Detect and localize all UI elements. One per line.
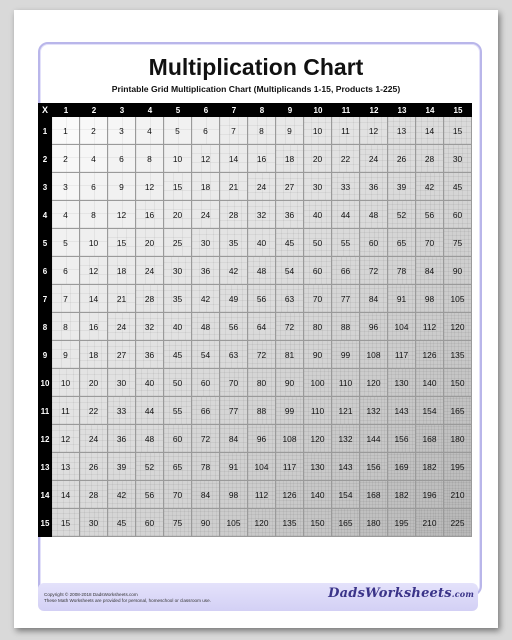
product-cell: 20 bbox=[164, 201, 192, 229]
product-cell: 150 bbox=[444, 369, 472, 397]
product-cell: 60 bbox=[164, 425, 192, 453]
product-cell: 30 bbox=[164, 257, 192, 285]
product-cell: 144 bbox=[360, 425, 388, 453]
product-cell: 72 bbox=[248, 341, 276, 369]
product-cell: 11 bbox=[52, 397, 80, 425]
product-cell: 14 bbox=[80, 285, 108, 313]
product-cell: 39 bbox=[108, 453, 136, 481]
product-cell: 27 bbox=[276, 173, 304, 201]
product-cell: 120 bbox=[248, 509, 276, 537]
multiplication-table bbox=[38, 103, 472, 537]
product-cell: 9 bbox=[276, 117, 304, 145]
product-cell: 36 bbox=[108, 425, 136, 453]
product-cell: 84 bbox=[360, 285, 388, 313]
product-cell: 32 bbox=[248, 201, 276, 229]
product-cell: 80 bbox=[304, 313, 332, 341]
product-cell: 26 bbox=[80, 453, 108, 481]
product-cell: 90 bbox=[192, 509, 220, 537]
product-cell: 4 bbox=[136, 117, 164, 145]
product-cell: 70 bbox=[416, 229, 444, 257]
product-cell: 70 bbox=[164, 481, 192, 509]
product-cell: 154 bbox=[416, 397, 444, 425]
product-cell: 98 bbox=[220, 481, 248, 509]
product-cell: 78 bbox=[388, 257, 416, 285]
product-cell: 30 bbox=[304, 173, 332, 201]
product-cell: 112 bbox=[416, 313, 444, 341]
product-cell: 130 bbox=[388, 369, 416, 397]
product-cell: 70 bbox=[220, 369, 248, 397]
product-cell: 48 bbox=[360, 201, 388, 229]
row-header: 7 bbox=[38, 285, 52, 313]
product-cell: 40 bbox=[304, 201, 332, 229]
product-cell: 156 bbox=[388, 425, 416, 453]
product-cell: 21 bbox=[108, 285, 136, 313]
product-cell: 55 bbox=[332, 229, 360, 257]
product-cell: 112 bbox=[248, 481, 276, 509]
product-cell: 52 bbox=[136, 453, 164, 481]
product-cell: 72 bbox=[276, 313, 304, 341]
product-cell: 6 bbox=[52, 257, 80, 285]
column-header: 1 bbox=[52, 103, 80, 117]
product-cell: 11 bbox=[332, 117, 360, 145]
product-cell: 120 bbox=[444, 313, 472, 341]
product-cell: 18 bbox=[108, 257, 136, 285]
product-cell: 108 bbox=[360, 341, 388, 369]
product-cell: 12 bbox=[52, 425, 80, 453]
product-cell: 24 bbox=[136, 257, 164, 285]
product-cell: 40 bbox=[136, 369, 164, 397]
product-cell: 195 bbox=[388, 509, 416, 537]
product-cell: 2 bbox=[52, 145, 80, 173]
product-cell: 15 bbox=[108, 229, 136, 257]
product-cell: 110 bbox=[304, 397, 332, 425]
product-cell: 25 bbox=[164, 229, 192, 257]
product-cell: 126 bbox=[416, 341, 444, 369]
product-cell: 14 bbox=[220, 145, 248, 173]
product-cell: 60 bbox=[304, 257, 332, 285]
product-cell: 168 bbox=[360, 481, 388, 509]
product-cell: 33 bbox=[332, 173, 360, 201]
product-cell: 72 bbox=[360, 257, 388, 285]
product-cell: 56 bbox=[248, 285, 276, 313]
product-cell: 28 bbox=[416, 145, 444, 173]
product-cell: 77 bbox=[220, 397, 248, 425]
product-cell: 50 bbox=[304, 229, 332, 257]
product-cell: 15 bbox=[164, 173, 192, 201]
product-cell: 56 bbox=[416, 201, 444, 229]
product-cell: 36 bbox=[276, 201, 304, 229]
product-cell: 65 bbox=[388, 229, 416, 257]
product-cell: 90 bbox=[304, 341, 332, 369]
product-cell: 78 bbox=[192, 453, 220, 481]
product-cell: 5 bbox=[164, 117, 192, 145]
product-cell: 14 bbox=[416, 117, 444, 145]
product-cell: 6 bbox=[192, 117, 220, 145]
product-cell: 210 bbox=[416, 509, 444, 537]
product-cell: 154 bbox=[332, 481, 360, 509]
product-cell: 2 bbox=[80, 117, 108, 145]
product-cell: 28 bbox=[220, 201, 248, 229]
product-cell: 48 bbox=[192, 313, 220, 341]
product-cell: 30 bbox=[192, 229, 220, 257]
product-cell: 3 bbox=[108, 117, 136, 145]
product-cell: 12 bbox=[360, 117, 388, 145]
product-cell: 99 bbox=[332, 341, 360, 369]
column-header: 9 bbox=[276, 103, 304, 117]
column-header: 14 bbox=[416, 103, 444, 117]
product-cell: 9 bbox=[52, 341, 80, 369]
product-cell: 7 bbox=[220, 117, 248, 145]
product-cell: 80 bbox=[248, 369, 276, 397]
product-cell: 42 bbox=[108, 481, 136, 509]
product-cell: 30 bbox=[444, 145, 472, 173]
column-header: 7 bbox=[220, 103, 248, 117]
product-cell: 40 bbox=[164, 313, 192, 341]
product-cell: 30 bbox=[80, 509, 108, 537]
copyright-text: Copyright © 2008-2018 DadsWorksheets.com bbox=[44, 592, 138, 597]
product-cell: 60 bbox=[136, 509, 164, 537]
product-cell: 18 bbox=[276, 145, 304, 173]
product-cell: 20 bbox=[136, 229, 164, 257]
product-cell: 60 bbox=[360, 229, 388, 257]
product-cell: 16 bbox=[80, 313, 108, 341]
product-cell: 110 bbox=[332, 369, 360, 397]
row-header: 10 bbox=[38, 369, 52, 397]
product-cell: 117 bbox=[276, 453, 304, 481]
product-cell: 30 bbox=[108, 369, 136, 397]
product-cell: 225 bbox=[444, 509, 472, 537]
product-cell: 1 bbox=[52, 117, 80, 145]
product-cell: 100 bbox=[304, 369, 332, 397]
product-cell: 28 bbox=[136, 285, 164, 313]
row-header: 9 bbox=[38, 341, 52, 369]
column-header: 15 bbox=[444, 103, 472, 117]
product-cell: 140 bbox=[416, 369, 444, 397]
product-cell: 44 bbox=[136, 397, 164, 425]
product-cell: 13 bbox=[52, 453, 80, 481]
product-cell: 50 bbox=[164, 369, 192, 397]
product-cell: 70 bbox=[304, 285, 332, 313]
product-cell: 35 bbox=[220, 229, 248, 257]
product-cell: 135 bbox=[276, 509, 304, 537]
product-cell: 98 bbox=[416, 285, 444, 313]
site-logo bbox=[328, 586, 474, 601]
product-cell: 96 bbox=[248, 425, 276, 453]
product-cell: 72 bbox=[192, 425, 220, 453]
product-cell: 5 bbox=[52, 229, 80, 257]
product-cell: 54 bbox=[192, 341, 220, 369]
column-header: 3 bbox=[108, 103, 136, 117]
product-cell: 84 bbox=[416, 257, 444, 285]
product-cell: 12 bbox=[108, 201, 136, 229]
product-cell: 42 bbox=[192, 285, 220, 313]
product-cell: 84 bbox=[192, 481, 220, 509]
product-cell: 24 bbox=[80, 425, 108, 453]
product-cell: 24 bbox=[108, 313, 136, 341]
product-cell: 77 bbox=[332, 285, 360, 313]
product-cell: 105 bbox=[220, 509, 248, 537]
row-header: 15 bbox=[38, 509, 52, 537]
product-cell: 49 bbox=[220, 285, 248, 313]
product-cell: 26 bbox=[388, 145, 416, 173]
product-cell: 88 bbox=[248, 397, 276, 425]
product-cell: 10 bbox=[80, 229, 108, 257]
product-cell: 195 bbox=[444, 453, 472, 481]
product-cell: 4 bbox=[80, 145, 108, 173]
row-header: 12 bbox=[38, 425, 52, 453]
product-cell: 60 bbox=[192, 369, 220, 397]
product-cell: 12 bbox=[136, 173, 164, 201]
product-cell: 165 bbox=[444, 397, 472, 425]
product-cell: 105 bbox=[444, 285, 472, 313]
product-cell: 168 bbox=[416, 425, 444, 453]
product-cell: 27 bbox=[108, 341, 136, 369]
row-header: 2 bbox=[38, 145, 52, 173]
product-cell: 66 bbox=[332, 257, 360, 285]
product-cell: 24 bbox=[192, 201, 220, 229]
row-header: 1 bbox=[38, 117, 52, 145]
product-cell: 180 bbox=[444, 425, 472, 453]
product-cell: 135 bbox=[444, 341, 472, 369]
product-cell: 104 bbox=[248, 453, 276, 481]
column-header: 4 bbox=[136, 103, 164, 117]
product-cell: 48 bbox=[248, 257, 276, 285]
product-cell: 143 bbox=[388, 397, 416, 425]
product-cell: 13 bbox=[388, 117, 416, 145]
product-cell: 120 bbox=[360, 369, 388, 397]
product-cell: 21 bbox=[220, 173, 248, 201]
product-cell: 9 bbox=[108, 173, 136, 201]
product-cell: 22 bbox=[80, 397, 108, 425]
product-cell: 130 bbox=[304, 453, 332, 481]
product-cell: 6 bbox=[108, 145, 136, 173]
product-cell: 64 bbox=[248, 313, 276, 341]
product-cell: 35 bbox=[164, 285, 192, 313]
product-cell: 121 bbox=[332, 397, 360, 425]
product-cell: 210 bbox=[444, 481, 472, 509]
product-cell: 15 bbox=[444, 117, 472, 145]
product-cell: 81 bbox=[276, 341, 304, 369]
product-cell: 180 bbox=[360, 509, 388, 537]
product-cell: 84 bbox=[220, 425, 248, 453]
product-cell: 65 bbox=[164, 453, 192, 481]
product-cell: 3 bbox=[52, 173, 80, 201]
product-cell: 56 bbox=[136, 481, 164, 509]
row-header: 14 bbox=[38, 481, 52, 509]
product-cell: 10 bbox=[304, 117, 332, 145]
product-cell: 56 bbox=[220, 313, 248, 341]
product-cell: 52 bbox=[388, 201, 416, 229]
product-cell: 16 bbox=[136, 201, 164, 229]
product-cell: 16 bbox=[248, 145, 276, 173]
product-cell: 45 bbox=[444, 173, 472, 201]
column-header: 8 bbox=[248, 103, 276, 117]
usage-text: These Math Worksheets are provided for personal, homeschool or classroom use. bbox=[44, 598, 211, 603]
product-cell: 28 bbox=[80, 481, 108, 509]
column-header: 6 bbox=[192, 103, 220, 117]
product-cell: 132 bbox=[332, 425, 360, 453]
product-cell: 55 bbox=[164, 397, 192, 425]
logo-domain: .com bbox=[451, 589, 474, 599]
product-cell: 42 bbox=[220, 257, 248, 285]
product-cell: 7 bbox=[52, 285, 80, 313]
column-header: 5 bbox=[164, 103, 192, 117]
row-header: 6 bbox=[38, 257, 52, 285]
row-header: 3 bbox=[38, 173, 52, 201]
product-cell: 48 bbox=[136, 425, 164, 453]
product-cell: 143 bbox=[332, 453, 360, 481]
row-header: 5 bbox=[38, 229, 52, 257]
product-cell: 4 bbox=[52, 201, 80, 229]
product-cell: 88 bbox=[332, 313, 360, 341]
product-cell: 117 bbox=[388, 341, 416, 369]
product-cell: 63 bbox=[220, 341, 248, 369]
product-cell: 8 bbox=[52, 313, 80, 341]
product-cell: 96 bbox=[360, 313, 388, 341]
row-header: 4 bbox=[38, 201, 52, 229]
product-cell: 104 bbox=[388, 313, 416, 341]
product-cell: 8 bbox=[80, 201, 108, 229]
product-cell: 91 bbox=[220, 453, 248, 481]
column-header: 13 bbox=[388, 103, 416, 117]
product-cell: 36 bbox=[192, 257, 220, 285]
product-cell: 91 bbox=[388, 285, 416, 313]
product-cell: 12 bbox=[80, 257, 108, 285]
product-cell: 42 bbox=[416, 173, 444, 201]
product-cell: 60 bbox=[444, 201, 472, 229]
column-header: 10 bbox=[304, 103, 332, 117]
product-cell: 10 bbox=[52, 369, 80, 397]
product-cell: 169 bbox=[388, 453, 416, 481]
product-cell: 36 bbox=[360, 173, 388, 201]
column-header: 11 bbox=[332, 103, 360, 117]
product-cell: 196 bbox=[416, 481, 444, 509]
product-cell: 20 bbox=[80, 369, 108, 397]
page-title: Multiplication Chart bbox=[148, 54, 364, 80]
product-cell: 36 bbox=[136, 341, 164, 369]
corner-label: X bbox=[38, 103, 52, 117]
product-cell: 14 bbox=[52, 481, 80, 509]
product-cell: 15 bbox=[52, 509, 80, 537]
product-cell: 8 bbox=[248, 117, 276, 145]
column-header: 2 bbox=[80, 103, 108, 117]
product-cell: 32 bbox=[136, 313, 164, 341]
row-header: 11 bbox=[38, 397, 52, 425]
product-cell: 22 bbox=[332, 145, 360, 173]
product-cell: 165 bbox=[332, 509, 360, 537]
product-cell: 120 bbox=[304, 425, 332, 453]
product-cell: 18 bbox=[80, 341, 108, 369]
product-cell: 182 bbox=[388, 481, 416, 509]
product-cell: 33 bbox=[108, 397, 136, 425]
product-cell: 40 bbox=[248, 229, 276, 257]
row-header: 8 bbox=[38, 313, 52, 341]
product-cell: 45 bbox=[108, 509, 136, 537]
row-header: 13 bbox=[38, 453, 52, 481]
product-cell: 45 bbox=[164, 341, 192, 369]
product-cell: 24 bbox=[360, 145, 388, 173]
page-subtitle: Printable Grid Multiplication Chart (Multiplicands 1-15, Products 1-225) bbox=[111, 84, 401, 94]
product-cell: 10 bbox=[164, 145, 192, 173]
product-cell: 132 bbox=[360, 397, 388, 425]
logo-text: DadsWorksheets bbox=[328, 586, 452, 601]
product-cell: 8 bbox=[136, 145, 164, 173]
product-cell: 44 bbox=[332, 201, 360, 229]
product-cell: 12 bbox=[192, 145, 220, 173]
product-cell: 90 bbox=[444, 257, 472, 285]
product-cell: 90 bbox=[276, 369, 304, 397]
product-cell: 75 bbox=[444, 229, 472, 257]
product-cell: 39 bbox=[388, 173, 416, 201]
product-cell: 24 bbox=[248, 173, 276, 201]
product-cell: 150 bbox=[304, 509, 332, 537]
product-cell: 108 bbox=[276, 425, 304, 453]
product-cell: 182 bbox=[416, 453, 444, 481]
product-cell: 126 bbox=[276, 481, 304, 509]
product-cell: 45 bbox=[276, 229, 304, 257]
product-cell: 20 bbox=[304, 145, 332, 173]
product-cell: 54 bbox=[276, 257, 304, 285]
product-cell: 66 bbox=[192, 397, 220, 425]
product-cell: 6 bbox=[80, 173, 108, 201]
footer-copyright bbox=[44, 592, 211, 604]
product-cell: 18 bbox=[192, 173, 220, 201]
product-cell: 99 bbox=[276, 397, 304, 425]
product-cell: 63 bbox=[276, 285, 304, 313]
column-header: 12 bbox=[360, 103, 388, 117]
product-cell: 140 bbox=[304, 481, 332, 509]
product-cell: 156 bbox=[360, 453, 388, 481]
worksheet-page bbox=[14, 10, 498, 628]
product-cell: 75 bbox=[164, 509, 192, 537]
